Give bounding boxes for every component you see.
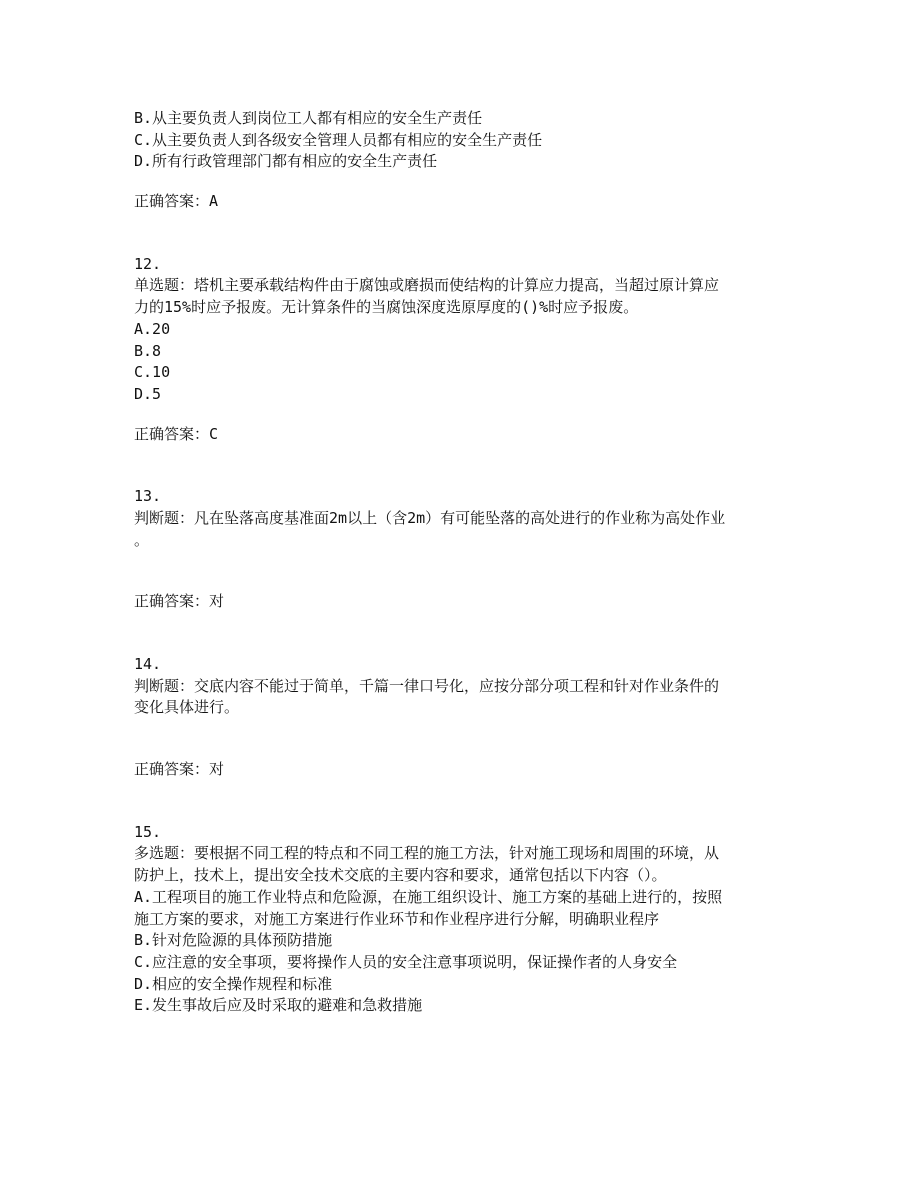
option-a: A.工程项目的施工作业特点和危险源，在施工组织设计、施工方案的基础上进行的，按照	[134, 887, 723, 906]
question-15	[134, 822, 786, 1017]
option-d: D.相应的安全操作规程和标准	[134, 974, 333, 993]
question-number: 13.	[134, 487, 162, 506]
correct-answer: 正确答案：C	[134, 424, 219, 443]
question-stem-line: 单选题：塔机主要承载结构件由于腐蚀或磨损而使结构的计算应力提高，当超过原计算应	[134, 276, 720, 295]
option-b: B.8	[134, 341, 162, 360]
option-b: B.针对危险源的具体预防措施	[134, 931, 333, 950]
option-a-continued: 施工方案的要求，对施工方案进行作业环节和作业程序进行分解，明确职业程序	[134, 909, 660, 928]
option-d: D.5	[134, 384, 162, 403]
question-stem-line: 判断题：凡在坠落高度基准面2m以上（含2m）有可能坠落的高处进行的作业称为高处作业	[134, 508, 726, 527]
option-c: C.从主要负责人到各级安全管理人员都有相应的安全生产责任	[134, 130, 543, 149]
question-number: 12.	[134, 254, 162, 273]
question-stem-line: 力的15%时应予报废。无计算条件的当腐蚀深度选原厚度的()%时应予报废。	[134, 298, 639, 317]
question-number: 15.	[134, 822, 162, 841]
question-number: 14.	[134, 655, 162, 673]
question-stem-line: 变化具体进行。	[134, 698, 240, 717]
correct-answer: 正确答案：对	[134, 760, 225, 779]
question-12	[134, 254, 786, 446]
option-c: C.10	[134, 363, 171, 382]
option-a: A.20	[134, 319, 171, 338]
option-b: B.从主要负责人到岗位工人都有相应的安全生产责任	[134, 109, 483, 127]
option-e: E.发生事故后应及时采取的避难和急救措施	[134, 996, 423, 1015]
question-11	[134, 108, 786, 213]
correct-answer: 正确答案：对	[134, 592, 225, 611]
question-stem-line: 防护上，技术上，提出安全技术交底的主要内容和要求，通常包括以下内容（）。	[134, 866, 667, 885]
document-page	[134, 108, 786, 1017]
question-13	[134, 486, 786, 613]
question-stem-line: 判断题：交底内容不能过于简单，千篇一律口号化，应按分部分项工程和针对作业条件的	[134, 676, 720, 695]
option-c: C.应注意的安全事项，要将操作人员的安全注意事项说明，保证操作者的人身安全	[134, 952, 678, 971]
correct-answer: 正确答案：A	[134, 192, 219, 211]
question-stem-line: 多选题：要根据不同工程的特点和不同工程的施工方法，针对施工现场和周围的环境，从	[134, 844, 720, 863]
option-d: D.所有行政管理部门都有相应的安全生产责任	[134, 152, 438, 171]
question-stem-line: 。	[134, 530, 150, 549]
question-14	[134, 654, 786, 781]
